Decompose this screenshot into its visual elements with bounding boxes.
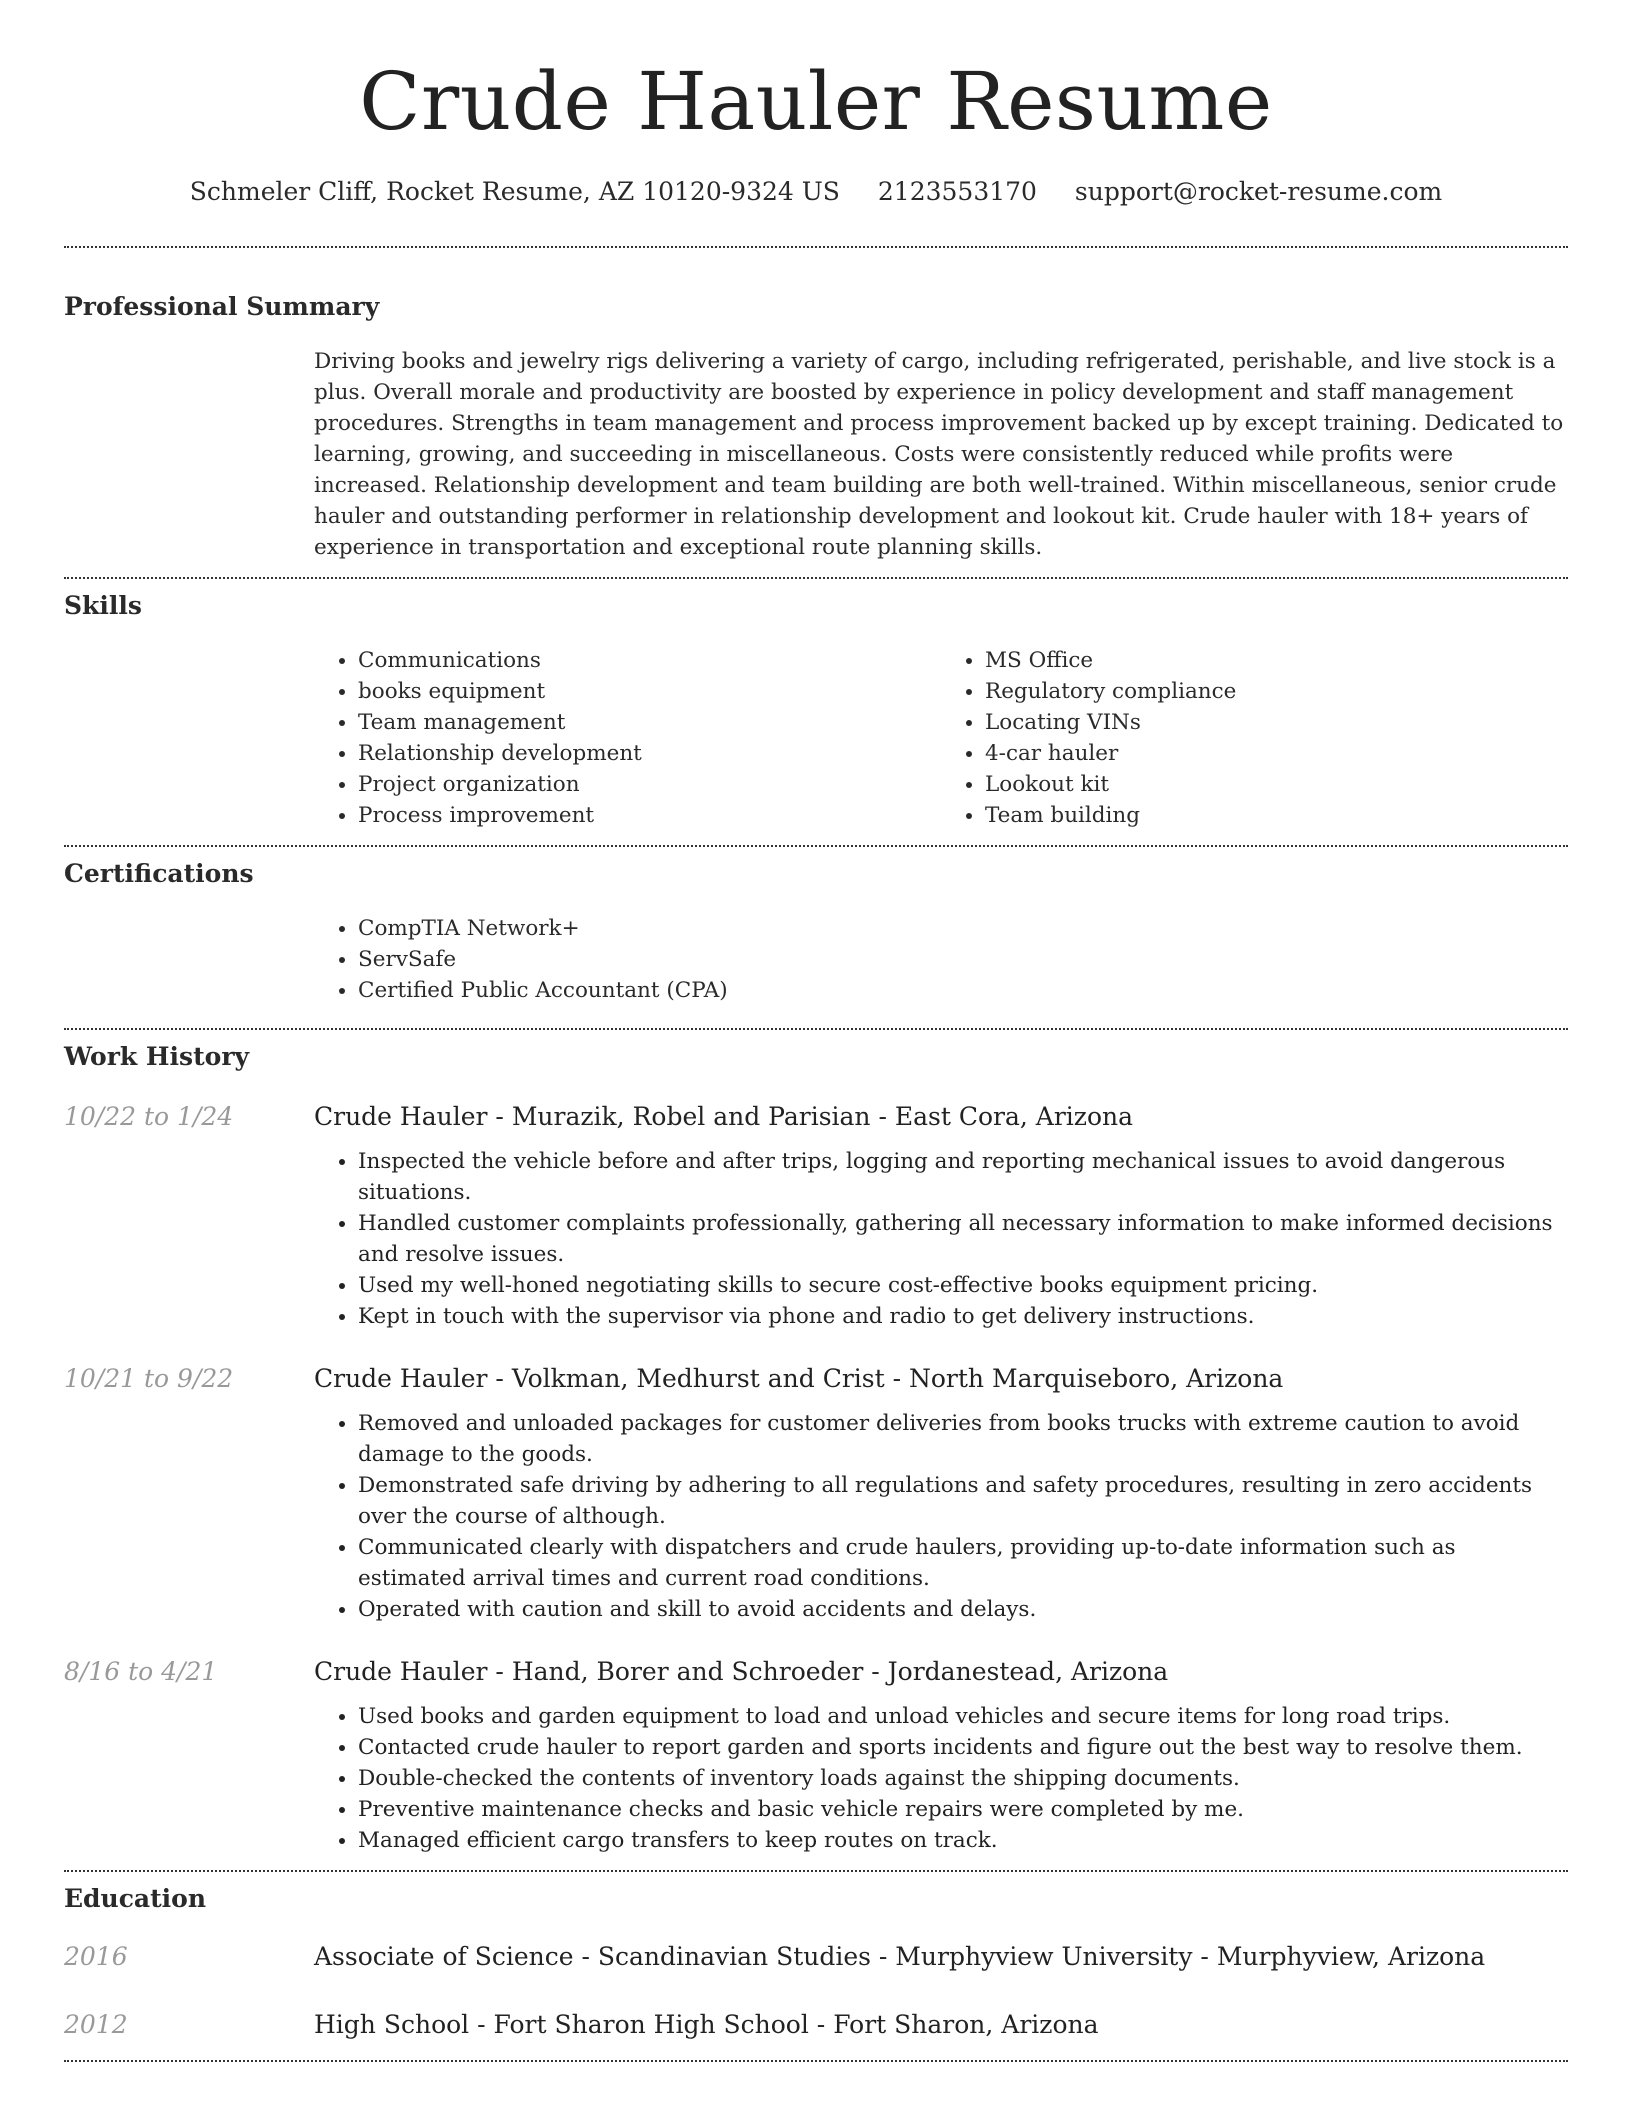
job-bullet: • Demonstrated safe driving by adhering to all regulations and safety procedures, resulting in zero accidents over the course of although. bbox=[358, 1470, 1568, 1532]
divider bbox=[64, 246, 1568, 248]
job-dates: 10/22 to 1/24 bbox=[64, 1102, 234, 1131]
job-title: Crude Hauler - Volkman, Medhurst and Crist - North Marquiseboro, Arizona bbox=[314, 1364, 1284, 1393]
job-bullet: • Communicated clearly with dispatchers and crude haulers, providing up-to-date information such as estimated arrival times and current road conditions. bbox=[358, 1532, 1568, 1594]
certifications-list bbox=[314, 913, 1568, 1006]
divider bbox=[64, 1028, 1568, 1030]
skill-item: • Project organization bbox=[358, 769, 941, 800]
job-bullet: • Removed and unloaded packages for customer deliveries from books trucks with extreme caution to avoid damage to the goods. bbox=[358, 1408, 1568, 1470]
contact-line bbox=[64, 174, 1568, 210]
summary-section bbox=[64, 290, 1568, 563]
job-bullet: • Preventive maintenance checks and basic vehicle repairs were completed by me. bbox=[358, 1794, 1568, 1825]
divider bbox=[64, 1870, 1568, 1872]
education-year: 2012 bbox=[64, 2010, 128, 2039]
contact-address: Schmeler Cliff, Rocket Resume, AZ 10120-9324 US bbox=[189, 177, 840, 206]
contact-phone: 2123553170 bbox=[877, 177, 1037, 206]
skill-item: • Locating VINs bbox=[985, 707, 1568, 738]
skills-list-left bbox=[314, 645, 941, 831]
skill-item: • Relationship development bbox=[358, 738, 941, 769]
resume-page bbox=[64, 0, 1568, 2062]
certifications-section bbox=[64, 857, 1568, 1006]
skills-section bbox=[64, 589, 1568, 831]
divider bbox=[64, 577, 1568, 579]
skill-item: • Regulatory compliance bbox=[985, 676, 1568, 707]
contact-email: support@rocket-resume.com bbox=[1074, 177, 1443, 206]
education-entry bbox=[64, 2008, 1568, 2042]
job-bullet: • Handled customer complaints professionally, gathering all necessary information to make informed decisions and resolve issues. bbox=[358, 1208, 1568, 1270]
education-heading: Education bbox=[64, 1884, 207, 1913]
job-bullets bbox=[314, 1408, 1568, 1625]
job-bullet: • Used books and garden equipment to load and unload vehicles and secure items for long road trips. bbox=[358, 1701, 1568, 1732]
education-text: High School - Fort Sharon High School - Fort Sharon, Arizona bbox=[314, 2010, 1099, 2039]
skills-grid bbox=[314, 645, 1568, 831]
certifications-content bbox=[314, 913, 1568, 1006]
job-bullets bbox=[314, 1701, 1568, 1856]
job-bullet: • Operated with caution and skill to avoid accidents and delays. bbox=[358, 1594, 1568, 1625]
skill-item: • Lookout kit bbox=[985, 769, 1568, 800]
skill-item: • MS Office bbox=[985, 645, 1568, 676]
work-heading: Work History bbox=[64, 1042, 250, 1071]
job-bullets bbox=[314, 1146, 1568, 1332]
certification-item: • CompTIA Network+ bbox=[358, 913, 1568, 944]
skills-heading: Skills bbox=[64, 591, 142, 620]
skill-item: • Process improvement bbox=[358, 800, 941, 831]
summary-content bbox=[314, 346, 1568, 563]
skill-item: • books equipment bbox=[358, 676, 941, 707]
job-bullet: • Managed efficient cargo transfers to keep routes on track. bbox=[358, 1825, 1568, 1856]
divider bbox=[64, 845, 1568, 847]
skill-item: • 4-car hauler bbox=[985, 738, 1568, 769]
education-text: Associate of Science - Scandinavian Studies - Murphyview University - Murphyview, Arizona bbox=[314, 1942, 1486, 1971]
education-year: 2016 bbox=[64, 1942, 128, 1971]
education-entry bbox=[64, 1940, 1568, 1974]
job-entry bbox=[64, 1655, 1568, 1856]
job-entry bbox=[64, 1362, 1568, 1625]
education-section bbox=[64, 1882, 1568, 2042]
summary-heading: Professional Summary bbox=[64, 292, 380, 321]
job-bullet: • Kept in touch with the supervisor via phone and radio to get delivery instructions. bbox=[358, 1301, 1568, 1332]
divider bbox=[64, 2060, 1568, 2062]
job-title: Crude Hauler - Murazik, Robel and Parisian - East Cora, Arizona bbox=[314, 1102, 1134, 1131]
certification-item: • ServSafe bbox=[358, 944, 1568, 975]
skill-item: • Team management bbox=[358, 707, 941, 738]
skill-item: • Communications bbox=[358, 645, 941, 676]
resume-title: Crude Hauler Resume bbox=[359, 55, 1273, 148]
skills-list-right bbox=[941, 645, 1568, 831]
certification-item: • Certified Public Accountant (CPA) bbox=[358, 975, 1568, 1006]
job-bullet: • Used my well-honed negotiating skills to secure cost-effective books equipment pricing. bbox=[358, 1270, 1568, 1301]
job-bullet: • Inspected the vehicle before and after trips, logging and reporting mechanical issues to avoid dangerous situations. bbox=[358, 1146, 1568, 1208]
job-bullet: • Contacted crude hauler to report garden and sports incidents and figure out the best way to resolve them. bbox=[358, 1732, 1568, 1763]
job-dates: 10/21 to 9/22 bbox=[64, 1364, 234, 1393]
summary-text: Driving books and jewelry rigs delivering a variety of cargo, including refrigerated, perishable, and live stock is a plus. Overall morale and productivity are boosted by experience in policy development and staff management procedures. Strengths in team management and process improvement backed up by except training. Dedicated to learning, growing, and succeeding in miscellaneous. Costs were consistently reduced while profits were increased. Relationship development and team building are both well-trained. Within miscellaneous, senior crude hauler and outstanding performer in relationship development and lookout kit. Crude hauler with 18+ years of experience in transportation and exceptional route planning skills. bbox=[314, 349, 1564, 560]
job-dates: 8/16 to 4/21 bbox=[64, 1657, 218, 1686]
certifications-heading: Certifications bbox=[64, 859, 254, 888]
job-title: Crude Hauler - Hand, Borer and Schroeder - Jordanestead, Arizona bbox=[314, 1657, 1169, 1686]
job-entry bbox=[64, 1100, 1568, 1332]
skill-item: • Team building bbox=[985, 800, 1568, 831]
job-bullet: • Double-checked the contents of inventory loads against the shipping documents. bbox=[358, 1763, 1568, 1794]
work-section bbox=[64, 1040, 1568, 1856]
